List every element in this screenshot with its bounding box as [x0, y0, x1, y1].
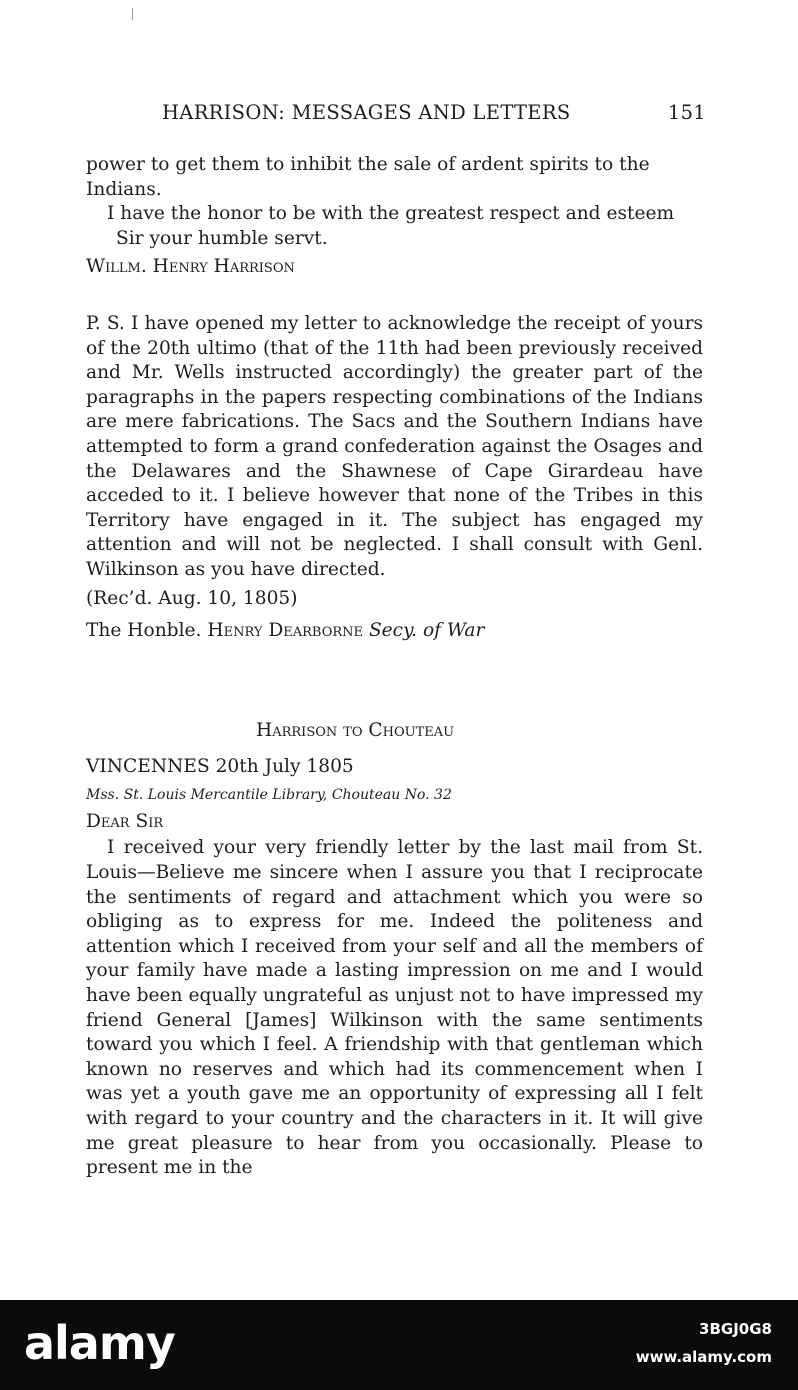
place-date: VINCENNES 20th July 1805 [86, 755, 354, 777]
addressee-title: Secy. of War [368, 620, 485, 642]
site-url: www.alamy.com [635, 1348, 772, 1366]
received-date: (Rec’d. Aug. 10, 1805) [86, 587, 298, 609]
letter-body: I received your very friendly letter by the last mail from St. Louis—Believe me sincere when I assure you that I reciprocate the sentiments of regard and attachment which you were so obliging as to express for me. Indeed the politeness and attention which I received from your self and all the members of your family have made a lasting impression on me and I would have been equally ungrateful as unjust not to have impressed my friend General [James] Wilkinson with the same sentiments toward you which I feel. A friendship with that gentleman which known no reserves and which had its commencement when I was yet a youth gave me an opportunity of expressing all I felt with regard to your country and the characters in it. It will give me great pleasure to hear from you occasionally. Please to present me in the [86, 837, 703, 1179]
signature: Willm. Henry Harrison [86, 256, 295, 278]
source-citation: Mss. St. Louis Mercantile Library, Chouteau No. 32 [86, 787, 452, 804]
letter-heading: Harrison to Chouteau [256, 720, 455, 741]
continuation-line-1: power to get them to inhibit the sale of ardent spirits to the [86, 154, 650, 175]
watermark-bar [0, 1300, 798, 1390]
letter-one-ending [86, 153, 703, 280]
closing-line-1: I have the honor to be with the greatest respect and esteem [107, 203, 675, 225]
continuation-line-2: Indians. [86, 178, 162, 200]
addressee-prefix: The Honble. [86, 620, 202, 642]
alamy-logo: alamy [24, 1316, 175, 1370]
page-number: 151 [667, 101, 706, 124]
postscript: P. S. I have opened my letter to acknowledge the receipt of yours of the 20th ultimo (that of the 11th had been previously received and Mr. Wells instructed accordingly) the greater part of the paragraphs in the papers respecting combinations of the Indians are mere fabrications. The Sacs and the Southern Indians have attempted to form a grand confederation against the Osages and the Delawares and the Shawnese of Cape Girardeau have acceded to it. I believe however that none of the Tribes in this Territory have engaged in it. The subject has engaged my attention and will not be neglected. I shall consult with Genl. Wilkinson as you have directed. [86, 313, 703, 580]
letter-two [86, 719, 703, 1181]
salutation: Dear Sir [86, 810, 164, 832]
scan-mark [132, 8, 133, 20]
running-title: HARRISON: MESSAGES AND LETTERS [162, 101, 571, 124]
addressee-name: Henry Dearborne [207, 620, 364, 642]
image-id: 3BGJ0G8 [699, 1320, 772, 1338]
running-header [162, 101, 706, 131]
postscript-block [86, 312, 703, 644]
addressee [86, 619, 703, 644]
closing-line-2: Sir your humble servt. [116, 227, 328, 249]
